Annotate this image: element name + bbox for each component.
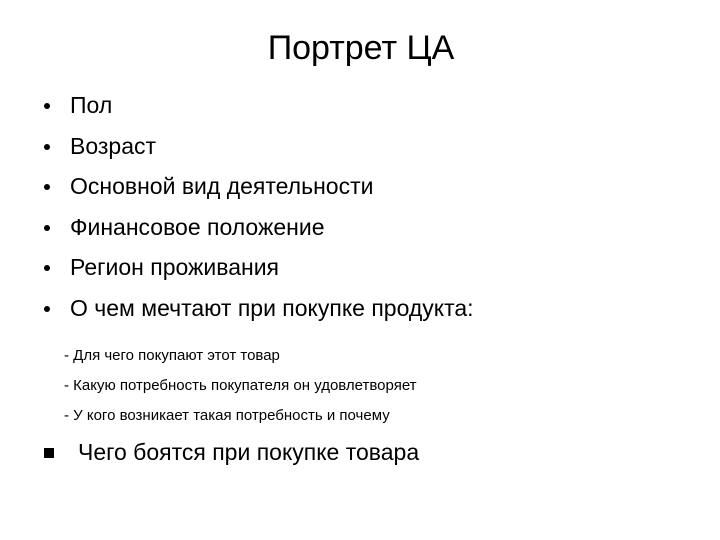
bullet-item [44,88,684,129]
bullet-item [44,169,684,210]
bullet-dot-icon [44,225,50,231]
bullet-text: Регион проживания [70,254,280,280]
sub-item: - Для чего покупают этот товар [64,347,280,364]
sub-item: - У кого возникает такая потребность и почему [64,407,390,424]
bullet-text: Основной вид деятельности [70,173,374,199]
bullet-text: Финансовое положение [70,213,325,240]
bullet-list [44,88,684,331]
bullet-text: О чем мечтают при покупке продукта: [70,294,474,321]
bullet-dot-icon [44,184,50,190]
sub-item-list [64,343,664,433]
sub-item: - Какую потребность покупателя он удовлетворяет [64,377,417,394]
bullet-text: Возраст [70,132,157,159]
bullet-dot-icon [44,265,50,271]
bullet-text: Пол [70,92,113,118]
bullet-item [44,250,684,291]
bullet-item [44,210,684,251]
final-bullet-item [44,434,419,470]
bullet-dot-icon [44,306,50,312]
bullet-dot-icon [44,103,50,109]
slide-title: Портрет ЦА [267,29,455,67]
bullet-item [44,129,684,170]
final-bullet-text: Чего боятся при покупке товара [78,439,420,465]
bullet-item [44,291,684,332]
square-bullet-icon [44,448,54,458]
bullet-dot-icon [44,144,50,150]
